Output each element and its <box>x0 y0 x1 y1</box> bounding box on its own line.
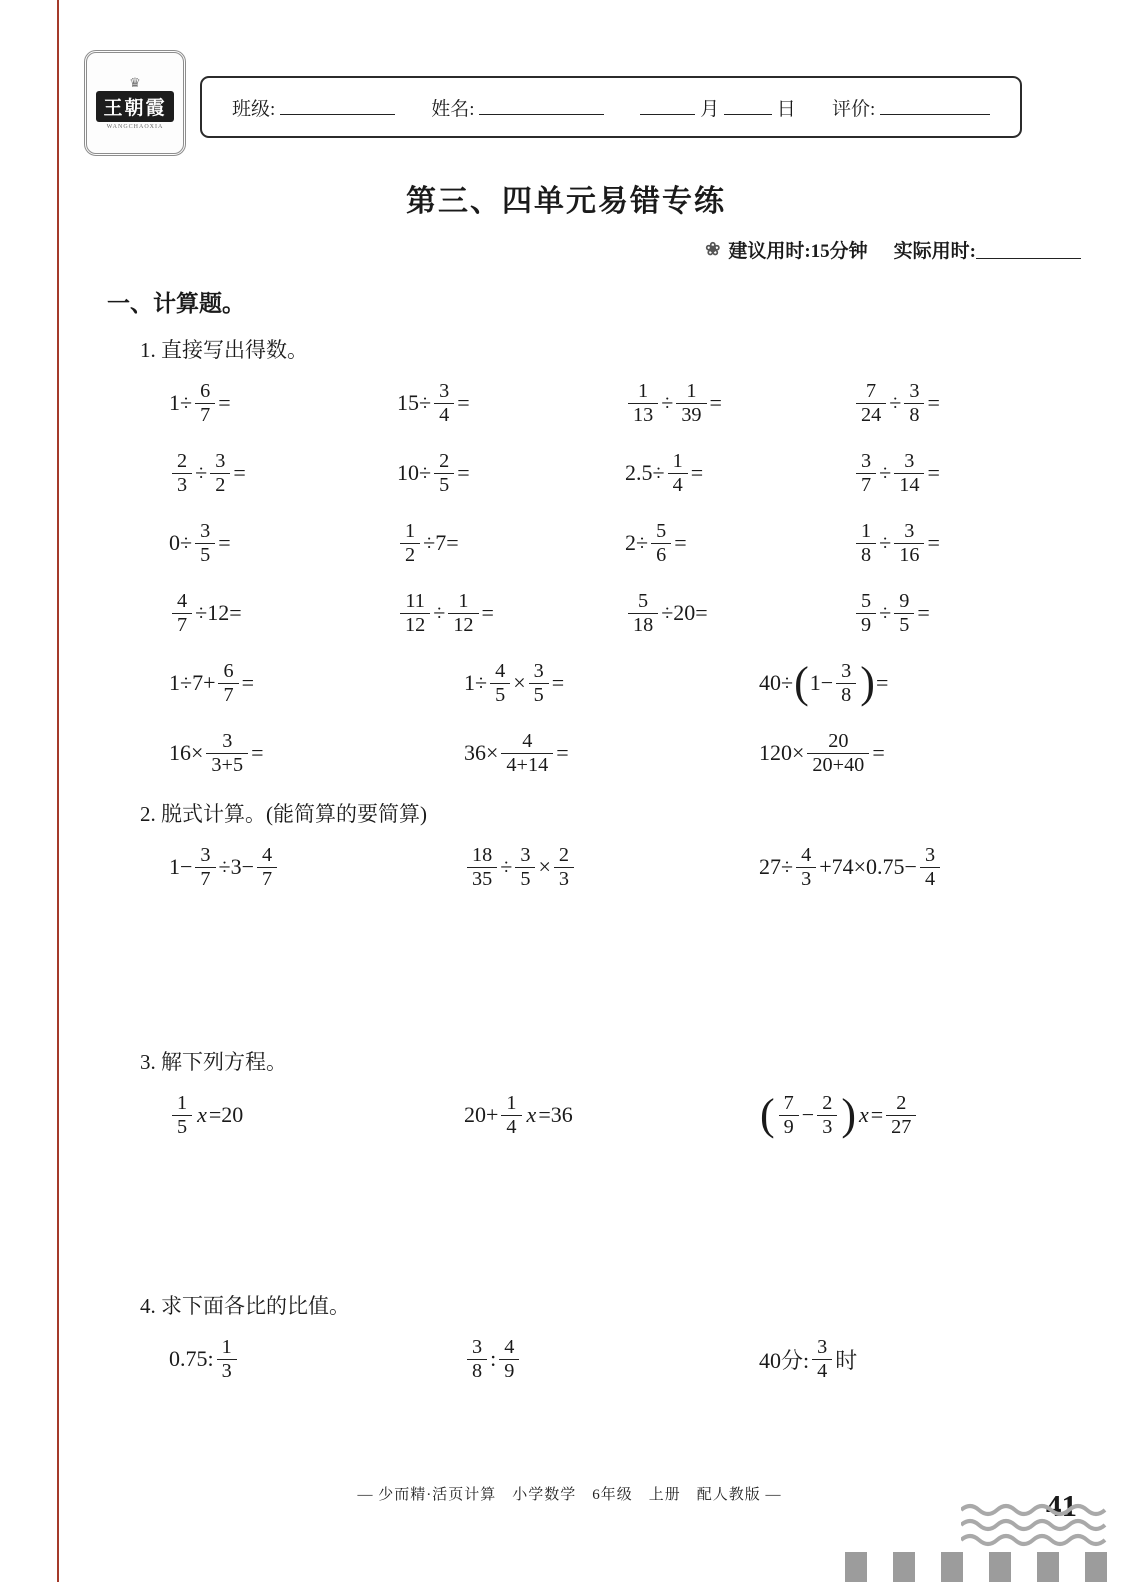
math-expression <box>625 520 687 566</box>
math-text: = <box>241 670 255 695</box>
name-field <box>431 94 604 121</box>
page-title: 第三、四单元易错专练 <box>406 185 726 218</box>
fraction: $\frac{1}{3}$ <box>217 1336 237 1382</box>
math-expression <box>169 730 264 776</box>
math-text: 2.5÷ <box>625 460 665 485</box>
math-expression <box>169 380 231 426</box>
math-text: =36 <box>538 1102 573 1127</box>
math-expression <box>759 1092 919 1138</box>
math-row <box>169 654 1081 712</box>
fraction: $\frac{4}{3}$ <box>796 844 816 890</box>
fraction: $\frac{4}{7}$ <box>172 590 192 636</box>
math-text: ÷ <box>433 600 446 625</box>
math-row <box>169 584 1081 642</box>
fraction: $\frac{18}{35}$ <box>467 844 497 890</box>
q2-grid <box>107 838 1081 896</box>
math-expression <box>464 1092 573 1138</box>
math-text: 120× <box>759 740 805 765</box>
eval-blank <box>880 95 990 114</box>
math-expression <box>853 450 940 496</box>
math-cell <box>853 374 1081 432</box>
binding-bars <box>845 1552 1115 1582</box>
math-text: ÷3− <box>218 854 255 879</box>
wave-decoration <box>961 1500 1111 1550</box>
math-text: ÷7= <box>423 530 459 555</box>
math-row <box>169 444 1081 502</box>
math-cell <box>625 444 853 502</box>
math-cell <box>625 584 853 642</box>
math-expression <box>853 520 940 566</box>
math-row <box>169 514 1081 572</box>
math-text: ÷ <box>661 390 674 415</box>
math-text: = <box>872 740 885 765</box>
fraction: $\frac{5}{6}$ <box>651 520 671 566</box>
variable-x: x <box>526 1102 537 1127</box>
q4-label: 4. 求下面各比的比值。 <box>140 1294 350 1318</box>
math-expression <box>464 844 577 890</box>
fraction: $\frac{6}{7}$ <box>195 380 215 426</box>
big-paren: ( <box>760 1090 775 1139</box>
math-text: = <box>218 530 231 555</box>
math-expression <box>625 380 722 426</box>
math-expression <box>625 590 708 636</box>
class-blank <box>280 95 395 114</box>
math-cell <box>853 584 1081 642</box>
fraction: $\frac{1}{4}$ <box>501 1092 521 1138</box>
class-label: 班级: <box>232 98 276 120</box>
math-text: = <box>251 740 264 765</box>
math-text: = <box>674 530 687 555</box>
math-cell <box>464 838 759 896</box>
fraction: $\frac{1}{13}$ <box>628 380 658 426</box>
student-info-box <box>200 76 1022 138</box>
math-text: 0÷ <box>169 530 193 555</box>
page-number: 41 <box>1046 1488 1077 1523</box>
math-text: = <box>870 1102 884 1127</box>
math-expression <box>464 1336 522 1382</box>
brand-logo <box>84 50 186 156</box>
math-row <box>169 724 1081 782</box>
math-text: ÷20= <box>661 600 708 625</box>
math-text: 20+ <box>464 1102 499 1127</box>
month-label: 月 <box>700 98 720 120</box>
spine-line <box>57 0 59 1582</box>
math-cell <box>759 724 1054 782</box>
fraction: $\frac{7}{9}$ <box>779 1092 799 1138</box>
name-label: 姓名: <box>431 98 475 120</box>
math-text: 15÷ <box>397 390 432 415</box>
math-expression <box>853 590 930 636</box>
math-cell <box>169 444 397 502</box>
eval-field <box>832 94 990 121</box>
fraction: $\frac{2}{3}$ <box>554 844 574 890</box>
math-text: 2÷ <box>625 530 649 555</box>
math-cell <box>169 1086 464 1144</box>
math-cell <box>169 514 397 572</box>
math-cell <box>464 1086 759 1144</box>
math-text: 0.75: <box>169 1346 214 1371</box>
math-cell <box>759 838 1054 896</box>
crown-icon: ♛ <box>129 75 141 90</box>
q2-work-space <box>107 908 1081 1030</box>
math-cell <box>853 444 1081 502</box>
fraction: $\frac{5}{18}$ <box>628 590 658 636</box>
math-cell <box>625 514 853 572</box>
math-text: × <box>513 670 526 695</box>
q3-grid <box>107 1086 1081 1144</box>
math-text: =20 <box>208 1102 244 1127</box>
day-label: 日 <box>776 98 796 120</box>
variable-x: x <box>858 1102 869 1127</box>
math-text: = <box>709 390 722 415</box>
fraction: $\frac{1}{2}$ <box>400 520 420 566</box>
fraction: $\frac{3}{5}$ <box>515 844 535 890</box>
math-expression <box>397 520 459 566</box>
math-cell <box>169 654 464 712</box>
math-expression <box>397 450 470 496</box>
fraction: $\frac{2}{3}$ <box>817 1092 837 1138</box>
math-text: 1÷ <box>169 390 193 415</box>
math-text: − <box>801 1102 815 1127</box>
math-text: = <box>457 460 470 485</box>
math-text: = <box>927 460 940 485</box>
date-field <box>640 94 795 121</box>
fraction: $\frac{4}{7}$ <box>257 844 277 890</box>
math-cell <box>397 584 625 642</box>
math-expression <box>169 590 242 636</box>
fraction: $\frac{3}{7}$ <box>856 450 876 496</box>
fraction: $\frac{2}{27}$ <box>886 1092 916 1138</box>
math-expression <box>169 1336 240 1382</box>
math-text: 36× <box>464 740 499 765</box>
math-text: = <box>218 390 231 415</box>
math-cell <box>397 374 625 432</box>
footer-text: — 少而精·活页计算 小学数学 6年级 上册 配人教版 — <box>357 1487 782 1503</box>
math-text: = <box>917 600 930 625</box>
math-cell <box>759 1330 1054 1388</box>
fraction: $\frac{1}{12}$ <box>448 590 478 636</box>
math-text: ÷ <box>195 460 208 485</box>
fraction: $\frac{7}{24}$ <box>856 380 886 426</box>
math-cell <box>169 374 397 432</box>
big-paren: ) <box>841 1090 856 1139</box>
math-text: 10÷ <box>397 460 432 485</box>
fraction: $\frac{3}{2}$ <box>210 450 230 496</box>
fraction: $\frac{3}{5}$ <box>529 660 549 706</box>
fraction: $\frac{3}{3+5}$ <box>206 730 248 776</box>
month-blank <box>640 95 695 114</box>
math-row <box>169 1086 1081 1144</box>
math-expression <box>759 1336 857 1382</box>
q3-label: 3. 解下列方程。 <box>140 1050 287 1074</box>
math-cell <box>625 374 853 432</box>
math-cell <box>853 514 1081 572</box>
q4-grid <box>107 1330 1081 1388</box>
variable-x: x <box>197 1102 207 1127</box>
math-text: 1÷ <box>464 670 488 695</box>
math-text: = <box>927 530 940 555</box>
math-expression <box>853 380 940 426</box>
fraction: $\frac{3}{8}$ <box>836 660 856 706</box>
math-text: = <box>927 390 940 415</box>
fraction: $\frac{20}{20+40}$ <box>807 730 869 776</box>
math-text: 27÷ <box>759 854 794 879</box>
fraction: $\frac{2}{3}$ <box>172 450 192 496</box>
math-text: ÷ <box>879 600 892 625</box>
fraction: $\frac{3}{8}$ <box>467 1336 487 1382</box>
fraction: $\frac{3}{4}$ <box>434 380 454 426</box>
math-expression <box>169 844 280 890</box>
fraction: $\frac{3}{14}$ <box>894 450 924 496</box>
math-text: ÷ <box>889 390 902 415</box>
logo-text: 王朝霞 <box>96 91 173 122</box>
math-text: 40分: <box>759 1347 810 1373</box>
math-text: 16× <box>169 740 204 765</box>
math-text: ÷ <box>879 530 892 555</box>
name-blank <box>479 95 604 114</box>
q2-label: 2. 脱式计算。(能简算的要简算) <box>140 802 427 826</box>
math-cell <box>169 1330 464 1388</box>
math-text: × <box>538 854 551 879</box>
q1-grid <box>107 374 1081 782</box>
math-expression <box>169 1092 243 1138</box>
math-text: 时 <box>835 1347 858 1373</box>
math-text: : <box>490 1346 497 1371</box>
fraction: $\frac{3}{8}$ <box>904 380 924 426</box>
math-text: +74×0.75− <box>819 854 917 879</box>
fraction: $\frac{3}{4}$ <box>812 1336 832 1382</box>
actual-time-label: 实际用时: <box>893 241 976 262</box>
suggested-time-label: 建议用时:15分钟 <box>728 241 868 262</box>
math-expression <box>759 660 888 706</box>
math-text: ÷ <box>879 460 892 485</box>
fraction: $\frac{1}{5}$ <box>172 1092 192 1138</box>
math-expression <box>397 380 470 426</box>
math-text: = <box>551 670 565 695</box>
math-expression <box>759 844 943 890</box>
math-cell <box>169 584 397 642</box>
math-text: = <box>556 740 569 765</box>
math-cell <box>464 1330 759 1388</box>
math-row <box>169 374 1081 432</box>
math-cell <box>759 1086 1054 1144</box>
timing-line <box>107 236 1081 263</box>
fraction: $\frac{1}{8}$ <box>856 520 876 566</box>
math-cell <box>397 444 625 502</box>
page-header <box>0 0 1139 168</box>
math-text: = <box>875 670 889 695</box>
fraction: $\frac{2}{5}$ <box>434 450 454 496</box>
big-paren: ) <box>860 658 875 707</box>
math-expression <box>169 520 231 566</box>
q1-label: 1. 直接写出得数。 <box>140 338 308 362</box>
day-blank <box>724 95 772 114</box>
math-text: = <box>233 460 246 485</box>
math-cell <box>464 724 759 782</box>
q3-work-space <box>107 1156 1081 1274</box>
math-text: 1− <box>169 854 193 879</box>
math-text: = <box>481 600 494 625</box>
math-text: 1− <box>809 670 834 695</box>
fraction: $\frac{6}{7}$ <box>218 660 238 706</box>
fraction: $\frac{4}{5}$ <box>490 660 510 706</box>
fraction: $\frac{1}{4}$ <box>668 450 688 496</box>
math-text: = <box>690 460 704 485</box>
fraction: $\frac{1}{39}$ <box>676 380 706 426</box>
fraction: $\frac{11}{12}$ <box>400 590 430 636</box>
fraction: $\frac{4}{9}$ <box>499 1336 519 1382</box>
math-expression <box>169 450 246 496</box>
section-heading: 一、计算题。 <box>107 290 245 316</box>
math-cell <box>464 654 759 712</box>
class-field <box>232 94 395 121</box>
math-cell <box>397 514 625 572</box>
math-cell <box>759 654 1054 712</box>
math-cell <box>169 838 464 896</box>
fraction: $\frac{4}{4+14}$ <box>501 730 553 776</box>
fraction: $\frac{9}{5}$ <box>894 590 914 636</box>
flower-icon: ❀ <box>705 239 721 259</box>
fraction: $\frac{3}{5}$ <box>195 520 215 566</box>
eval-label: 评价: <box>831 98 876 120</box>
fraction: $\frac{5}{9}$ <box>856 590 876 636</box>
fraction: $\frac{3}{16}$ <box>894 520 924 566</box>
math-text: 40÷ <box>759 670 794 695</box>
math-expression <box>625 450 703 496</box>
math-expression <box>464 660 564 706</box>
math-expression <box>464 730 569 776</box>
fraction: $\frac{3}{7}$ <box>195 844 215 890</box>
math-cell <box>169 724 464 782</box>
fraction: $\frac{3}{4}$ <box>920 844 940 890</box>
big-paren: ( <box>794 658 809 707</box>
math-expression <box>169 660 254 706</box>
math-text: 1÷7+ <box>169 670 216 695</box>
logo-subtext: WANGCHAOXIA <box>106 124 164 130</box>
math-row <box>169 1330 1081 1388</box>
math-expression <box>397 590 494 636</box>
math-text: = <box>457 390 470 415</box>
math-expression <box>759 730 885 776</box>
math-text: ÷12= <box>195 600 242 625</box>
math-row <box>169 838 1081 896</box>
actual-time-blank <box>976 240 1081 259</box>
worksheet-content <box>0 176 1139 1388</box>
math-text: ÷ <box>500 854 513 879</box>
